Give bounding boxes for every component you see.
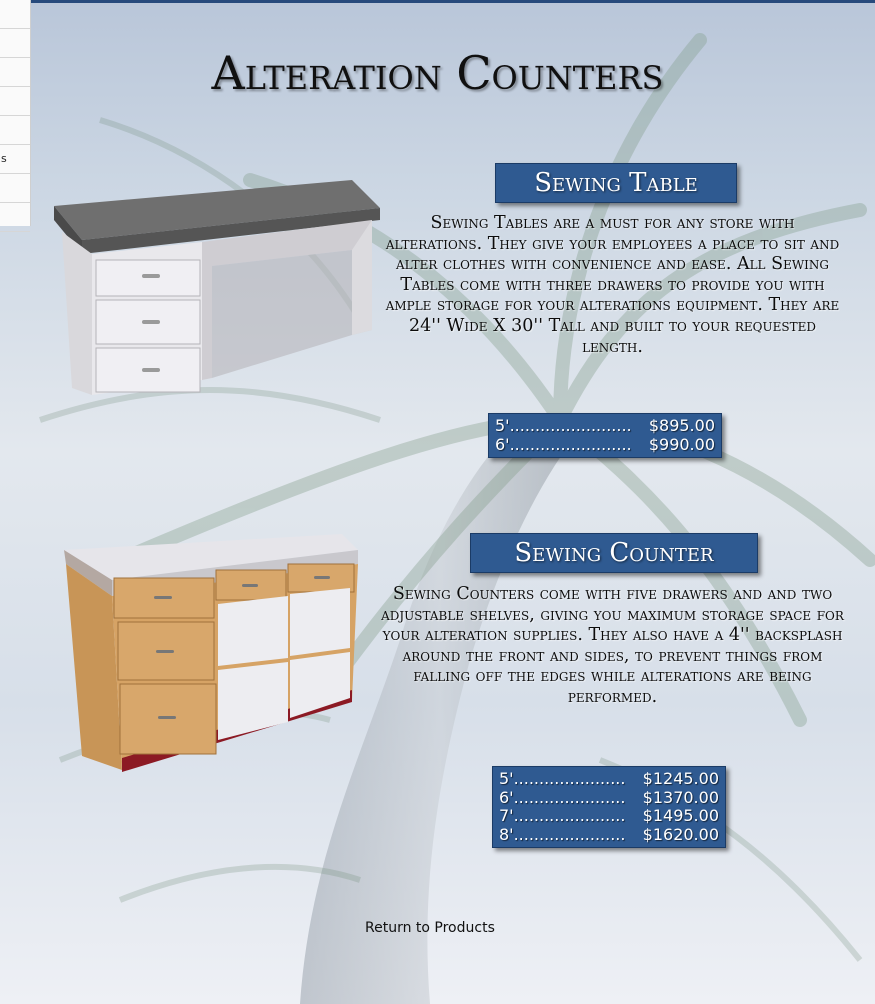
price-dots: ...................... — [513, 770, 626, 788]
left-nav-item[interactable] — [0, 58, 30, 87]
price-value: $1620.00 — [642, 824, 719, 844]
price-value: $1245.00 — [642, 769, 719, 788]
price-row — [495, 417, 715, 436]
sewing-counter-heading: Sewing Counter — [470, 533, 758, 573]
price-row — [499, 807, 719, 826]
price-row — [495, 436, 715, 455]
price-dots: ...................... — [513, 788, 626, 807]
price-dots: ...................... — [513, 825, 626, 844]
price-size: 6' — [495, 434, 510, 454]
left-nav-item[interactable] — [0, 174, 30, 203]
sewing-table-price-list — [488, 413, 722, 458]
left-nav-item[interactable] — [0, 116, 30, 145]
left-nav-item[interactable]: s — [0, 145, 30, 174]
sewing-counter-description: Sewing Counters come with five drawers and and two adjustable shelves, giving you maximum storage space for your alteration supplies. They also have a 4'' backsplash around the front and sides, to prevent things from falling off the edges while alterations are being performed. — [381, 584, 844, 707]
price-value: $1370.00 — [642, 787, 719, 807]
left-nav-item[interactable] — [0, 0, 30, 29]
price-size: 5' — [499, 769, 514, 788]
price-row — [499, 770, 719, 789]
return-to-products-link[interactable]: Return to Products — [365, 920, 495, 936]
price-dots: ........................ — [509, 417, 632, 435]
price-size: 6' — [499, 787, 514, 807]
sewing-table-image — [52, 180, 382, 400]
sewing-counter-price-list — [492, 766, 726, 848]
left-nav-item[interactable] — [0, 87, 30, 116]
sewing-table-description: Sewing Tables are a must for any store with alterations. They give your employees a place to sit and alter clothes with convenience and ease. All Sewing Tables come with three drawers to provide you with ample storage for your alterations equipment. They are 24'' Wide X 30'' Tall and built to your requested length. — [385, 213, 840, 357]
price-dots: ...................... — [513, 807, 626, 825]
left-nav-item[interactable] — [0, 29, 30, 58]
sewing-table-heading: Sewing Table — [495, 163, 737, 203]
price-value: $895.00 — [648, 416, 715, 435]
sewing-counter-image — [62, 530, 362, 775]
price-value: $990.00 — [648, 434, 715, 454]
price-value: $1495.00 — [642, 806, 719, 825]
page-title: Alteration Counters — [211, 46, 664, 100]
price-row — [499, 789, 719, 808]
left-nav — [0, 0, 31, 226]
price-size: 8' — [499, 824, 514, 844]
price-dots: ........................ — [509, 435, 632, 454]
top-border — [0, 0, 875, 3]
left-nav-item[interactable] — [0, 203, 30, 232]
price-size: 5' — [495, 416, 510, 435]
price-row — [499, 826, 719, 845]
price-size: 7' — [499, 806, 514, 825]
